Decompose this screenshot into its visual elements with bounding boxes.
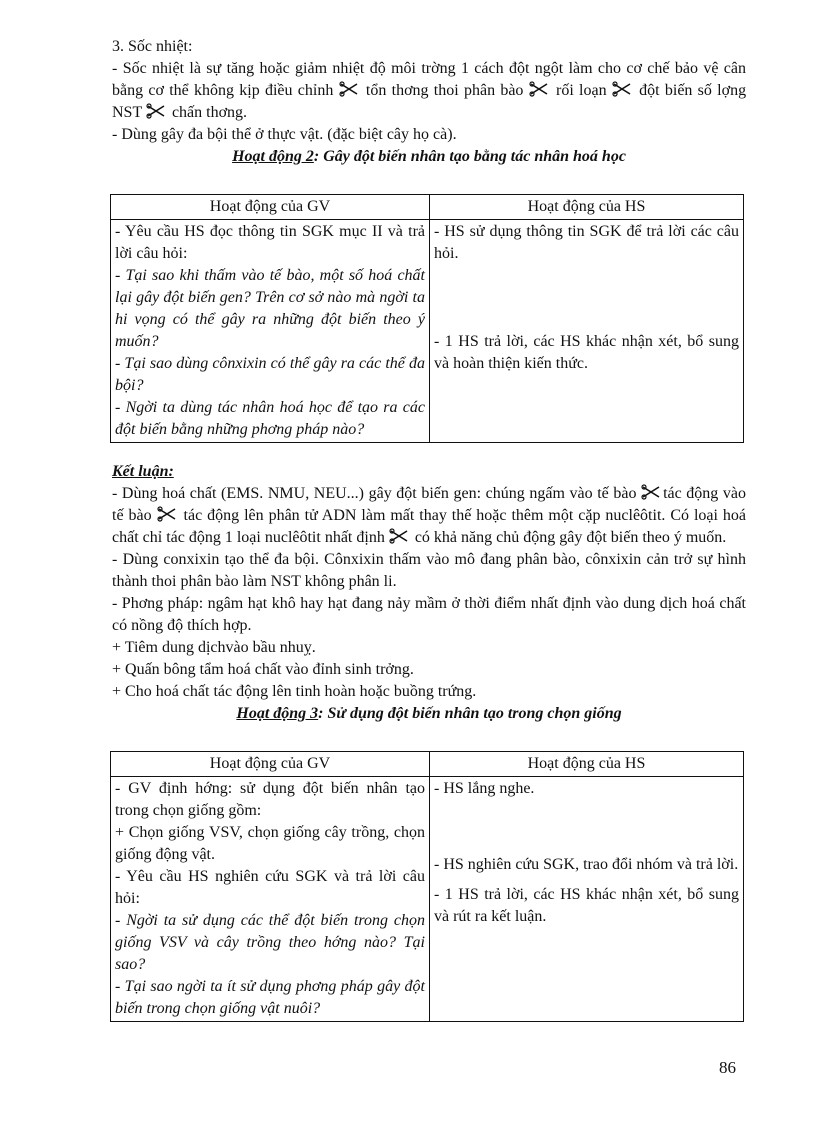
activity3-gv5: - Tại sao ngời ta ít sử dụng phơng pháp gây đột biến trong chọn giống vật nuôi? xyxy=(115,978,425,1017)
conclusion-line4: + Tiêm dung dịchvào bầu nhuỵ. xyxy=(112,639,316,656)
conclusion-label: Kết luận: xyxy=(112,463,174,480)
page-number: 86 xyxy=(719,1058,736,1077)
section3-heading: 3. Sốc nhiệt: xyxy=(112,38,193,55)
activity2-gv3: - Tại sao dùng cônxixin có thể gây ra các thể đa bội? xyxy=(115,355,425,394)
activity3-gv1: - GV định hớng: sử dụng đột biến nhân tạo trong chọn giống gồm: xyxy=(115,780,425,819)
conclusion-line3: - Phơng pháp: ngâm hạt khô hay hạt đang nảy mầm ở thời điểm nhất định vào dung dịch hoá chất có nồng độ thích hợp. xyxy=(112,595,746,634)
activity3-hs-cell xyxy=(430,777,744,1022)
activity2-hs1: - HS sử dụng thông tin SGK để trả lời các câu hỏi. xyxy=(434,223,739,262)
conclusion-line6: + Cho hoá chất tác động lên tinh hoàn hoặc buồng trứng. xyxy=(112,683,477,700)
activity3-hs3: - 1 HS trả lời, các HS khác nhận xét, bổ sung và rút ra kết luận. xyxy=(434,886,739,925)
activity3-title: Hoạt động 3: Sử dụng đột biến nhân tạo trong chọn giống xyxy=(236,705,622,722)
activity3-gv-cell xyxy=(111,777,430,1022)
scissors-arrow-icon xyxy=(389,528,411,544)
activity3-head-hs: Hoạt động của HS xyxy=(430,752,744,777)
activity3-hs2: - HS nghiên cứu SGK, trao đổi nhóm và trả lời. xyxy=(434,856,739,873)
section3-line2: - Dùng gây đa bội thể ở thực vật. (đặc biệt cây họ cà). xyxy=(112,126,457,143)
activity3-hs1: - HS lắng nghe. xyxy=(434,780,535,797)
scissors-arrow-icon xyxy=(157,506,179,522)
activity3-gv4: - Ngời ta sử dụng các thể đột biến trong chọn giống VSV và cây trồng theo hớng nào? Tại sao? xyxy=(115,912,425,973)
activity3-gv2: + Chọn giống VSV, chọn giống cây trồng, chọn giống động vật. xyxy=(115,824,425,863)
section3-line1: - Sốc nhiệt là sự tăng hoặc giảm nhiệt độ môi trờng 1 cách đột ngột làm cho cơ chế bảo vệ cân bằng cơ thể không kịp điều chỉnh tổn thơng thoi phân bào rối loạn đột biến số lợng NST chấn thơng. xyxy=(112,60,747,121)
activity3-gv3: - Yêu cầu HS nghiên cứu SGK và trả lời câu hỏi: xyxy=(115,868,425,907)
scissors-arrow-icon xyxy=(146,103,168,119)
activity2-table xyxy=(110,194,744,443)
conclusion-line1: - Dùng hoá chất (EMS. NMU, NEU...) gây đột biến gen: chúng ngấm vào tế bào tác động vào tế bào tác động lên phân tử ADN làm mất thay thế hoặc thêm một cặp nuclêôtit. Có loại hoá chất chỉ tác động 1 loại nuclêôtit nhất định có khả năng chủ động gây đột biến theo ý muốn. xyxy=(112,485,747,546)
activity3-table xyxy=(110,751,744,1022)
scissors-arrow-icon xyxy=(641,484,663,500)
activity2-gv4: - Ngời ta dùng tác nhân hoá học để tạo ra các đột biến bằng những phơng pháp nào? xyxy=(115,399,425,438)
activity2-gv2: - Tại sao khi thấm vào tế bào, một số hoá chất lại gây đột biến gen? Trên cơ sở nào mà ngời ta hi vọng có thể gây ra những đột biến theo ý muốn? xyxy=(115,267,425,350)
activity2-head-hs: Hoạt động của HS xyxy=(430,195,744,220)
scissors-arrow-icon xyxy=(339,81,361,97)
activity2-gv1: - Yêu cầu HS đọc thông tin SGK mục II và trả lời câu hỏi: xyxy=(115,223,425,262)
activity2-head-gv: Hoạt động của GV xyxy=(111,195,430,220)
scissors-arrow-icon xyxy=(612,81,634,97)
activity2-gv-cell xyxy=(111,220,430,443)
activity2-hs2: - 1 HS trả lời, các HS khác nhận xét, bổ sung và hoàn thiện kiến thức. xyxy=(434,333,739,372)
activity2-title: Hoạt động 2: Gây đột biến nhân tạo bằng tác nhân hoá học xyxy=(232,148,626,165)
activity3-head-gv: Hoạt động của GV xyxy=(111,752,430,777)
activity2-hs-cell xyxy=(430,220,744,443)
page-content xyxy=(112,36,746,1022)
conclusion-line5: + Quấn bông tẩm hoá chất vào đỉnh sinh trởng. xyxy=(112,661,414,678)
conclusion-line2: - Dùng conxixin tạo thể đa bội. Cônxixin thấm vào mô đang phân bào, cônxixin cản trở sự hình thành thoi phân bào làm NST không phân li. xyxy=(112,551,746,590)
scissors-arrow-icon xyxy=(529,81,551,97)
